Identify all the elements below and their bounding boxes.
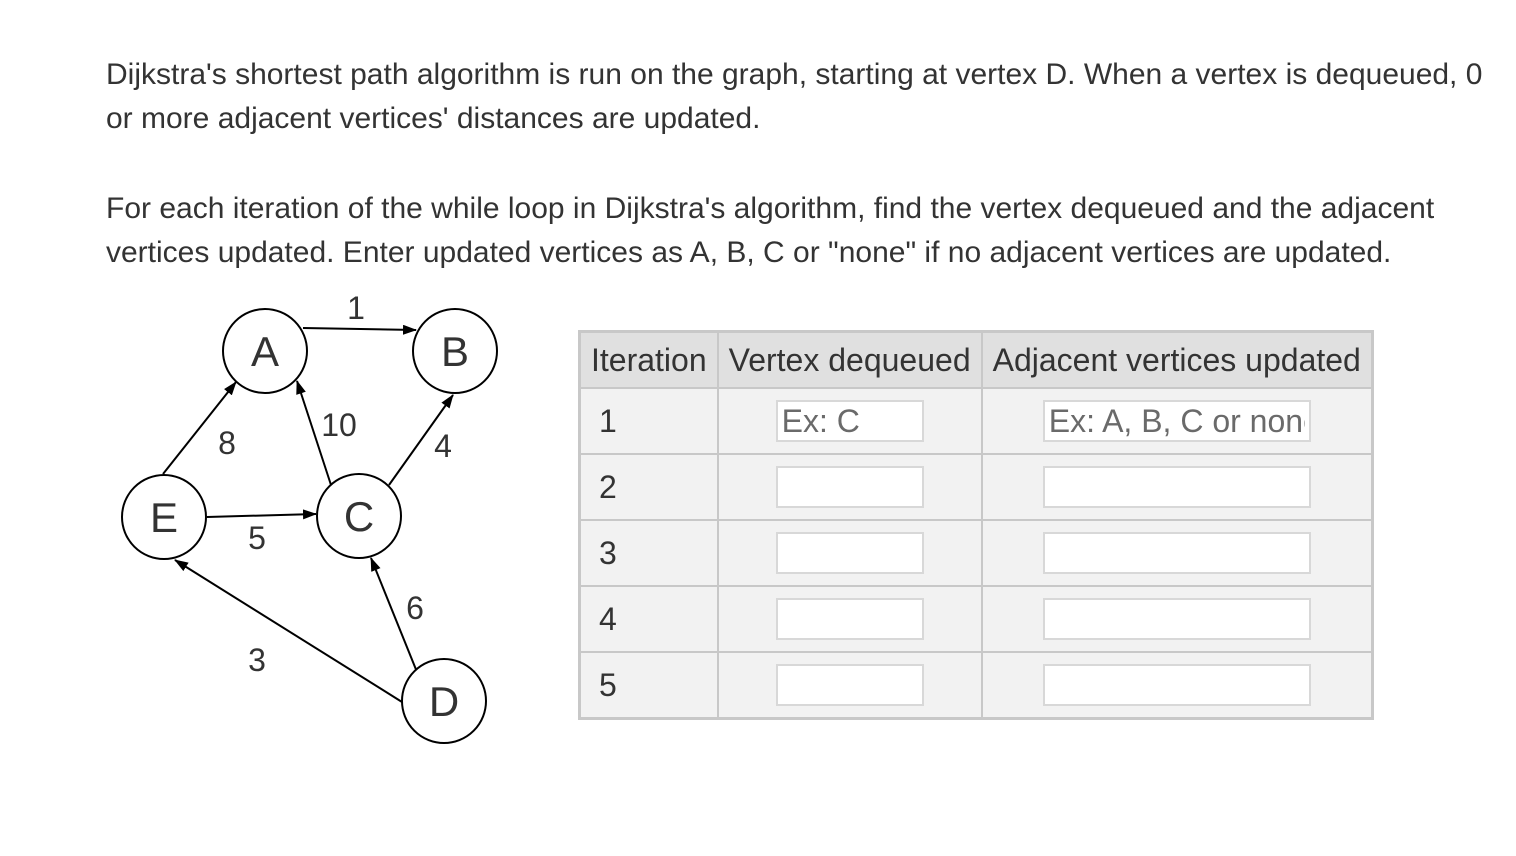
edge-weight-d-e: 3 bbox=[248, 642, 266, 678]
edge-d-e bbox=[175, 560, 402, 702]
header-iteration: Iteration bbox=[580, 332, 718, 389]
vertex-dequeued-cell bbox=[718, 520, 982, 586]
instructions-paragraph-2: For each iteration of the while loop in Dijkstra's algorithm, find the vertex dequeued and the adjacent vertices updated. Enter updated vertices as A, B, C or "none" if no adjacent vertices are updated. bbox=[106, 192, 1435, 269]
adjacent-updated-input[interactable] bbox=[1043, 466, 1311, 508]
edge-weight-c-b: 4 bbox=[434, 428, 452, 464]
table-row bbox=[580, 454, 1373, 520]
vertex-dequeued-input[interactable] bbox=[776, 664, 924, 706]
iteration-number: 1 bbox=[580, 388, 718, 454]
edge-weight-a-b: 1 bbox=[347, 290, 365, 326]
vertex-dequeued-cell bbox=[718, 454, 982, 520]
vertex-e-label: E bbox=[149, 494, 179, 541]
vertex-b bbox=[413, 309, 497, 393]
header-vertex-dequeued: Vertex dequeued bbox=[718, 332, 982, 389]
answer-table bbox=[578, 330, 1374, 720]
vertex-dequeued-input[interactable] bbox=[776, 532, 924, 574]
edge-weight-e-a: 8 bbox=[218, 425, 236, 461]
vertex-a bbox=[223, 309, 307, 393]
adjacent-updated-cell bbox=[982, 520, 1373, 586]
iteration-number: 2 bbox=[580, 454, 718, 520]
vertex-d bbox=[402, 659, 486, 743]
edge-a-b bbox=[303, 328, 416, 330]
adjacent-updated-input[interactable] bbox=[1043, 598, 1311, 640]
instructions-paragraph-1: Dijkstra's shortest path algorithm is run on the graph, starting at vertex D. When a vertex is dequeued, 0 or more adjacent vertices' distances are updated. bbox=[106, 58, 1483, 135]
vertex-dequeued-input[interactable] bbox=[776, 598, 924, 640]
adjacent-updated-cell bbox=[982, 652, 1373, 719]
graph-diagram bbox=[100, 285, 520, 755]
vertex-b-label: B bbox=[440, 328, 470, 375]
adjacent-updated-input[interactable] bbox=[1043, 532, 1311, 574]
edge-e-c bbox=[207, 514, 316, 517]
adjacent-updated-input[interactable] bbox=[1043, 400, 1311, 442]
edge-weight-c-a: 10 bbox=[321, 407, 357, 443]
adjacent-updated-cell bbox=[982, 454, 1373, 520]
edge-weight-d-c: 6 bbox=[406, 590, 424, 626]
vertex-e bbox=[122, 475, 206, 559]
adjacent-updated-input[interactable] bbox=[1043, 664, 1311, 706]
table-header-row bbox=[580, 332, 1373, 389]
iteration-number: 4 bbox=[580, 586, 718, 652]
vertex-dequeued-input[interactable] bbox=[776, 466, 924, 508]
vertex-dequeued-cell bbox=[718, 388, 982, 454]
adjacent-updated-cell bbox=[982, 388, 1373, 454]
vertex-c-label: C bbox=[343, 493, 375, 540]
adjacent-updated-cell bbox=[982, 586, 1373, 652]
vertex-dequeued-cell bbox=[718, 652, 982, 719]
vertex-d-label: D bbox=[428, 678, 460, 725]
table-row bbox=[580, 652, 1373, 719]
table-row bbox=[580, 586, 1373, 652]
table-row bbox=[580, 388, 1373, 454]
edge-weight-e-c: 5 bbox=[248, 520, 266, 556]
vertex-c bbox=[317, 474, 401, 558]
iteration-number: 3 bbox=[580, 520, 718, 586]
table-row bbox=[580, 520, 1373, 586]
vertex-a-label: A bbox=[250, 328, 280, 375]
iteration-number: 5 bbox=[580, 652, 718, 719]
header-adjacent-updated: Adjacent vertices updated bbox=[982, 332, 1373, 389]
vertices bbox=[122, 309, 497, 743]
vertex-dequeued-cell bbox=[718, 586, 982, 652]
vertex-dequeued-input[interactable] bbox=[776, 400, 924, 442]
